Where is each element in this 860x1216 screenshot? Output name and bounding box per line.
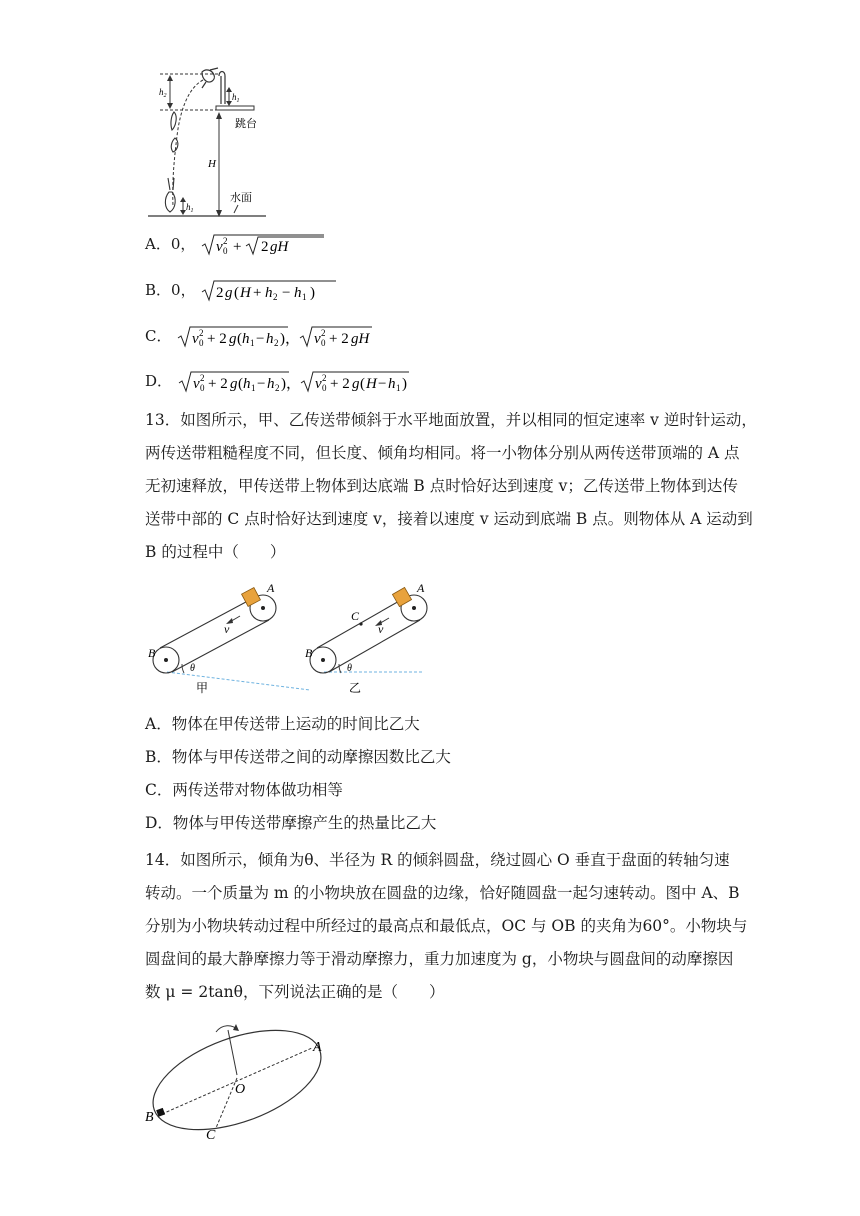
conveyor-figure — [140, 578, 450, 698]
svg-text:2: 2 — [273, 292, 278, 302]
svg-text:2: 2 — [321, 328, 326, 338]
q14-line: 转动。一个质量为 m 的小物块放在圆盘的边缘，恰好随圆盘一起匀速转动。图中 A、B — [145, 884, 740, 902]
diving-figure — [140, 66, 275, 222]
svg-text:2: 2 — [274, 338, 279, 348]
label-platform: 跳台 — [235, 117, 257, 130]
jia-label-v: v — [224, 622, 230, 636]
svg-text:v: v — [314, 331, 321, 347]
disc-label-O: O — [235, 1082, 246, 1097]
svg-text:+: + — [253, 285, 262, 301]
q13-line: 送带中部的 C 点时恰好达到速度 v，接着以速度 v 运动到底端 B 点。则物体从 A 运动到 — [145, 510, 753, 528]
svg-text:): ) — [401, 376, 407, 392]
svg-text:2: 2 — [216, 285, 224, 301]
svg-text:v: v — [192, 376, 200, 392]
svg-text:1: 1 — [395, 383, 401, 393]
svg-text:h: h — [387, 376, 396, 392]
svg-text:−: − — [256, 376, 266, 392]
svg-text:−: − — [377, 376, 387, 392]
svg-text:): ) — [310, 285, 316, 301]
svg-text:(: ( — [359, 376, 365, 392]
conveyor-jia — [148, 581, 310, 695]
svg-text:+ 2: + 2 — [207, 376, 228, 392]
jia-label-theta: θ — [190, 663, 195, 674]
svg-text:2: 2 — [223, 236, 228, 246]
svg-text:+: + — [233, 239, 242, 255]
svg-text:(: ( — [234, 285, 240, 301]
svg-text:−: − — [282, 285, 291, 301]
svg-text:+ 2: + 2 — [329, 331, 349, 347]
q14-line: 数 μ = 2tanθ，下列说法正确的是（ ） — [145, 983, 445, 1001]
q13-option-d: D．物体与甲传送带摩擦产生的热量比乙大 — [145, 814, 437, 832]
svg-text:g: g — [229, 376, 238, 392]
svg-text:+ 2: + 2 — [207, 331, 227, 347]
tilted-disc-figure — [140, 1018, 350, 1143]
svg-text:h: h — [242, 376, 251, 392]
label-h2: $h_2$ — [159, 87, 167, 99]
svg-text:−: − — [256, 331, 265, 347]
svg-text:2: 2 — [199, 373, 205, 383]
disc-label-A: A — [313, 1040, 322, 1055]
svg-text:gH: gH — [270, 239, 289, 255]
q13-option-b: B．物体与甲传送带之间的动摩擦因数比乙大 — [145, 748, 451, 766]
conveyor-yi — [305, 581, 427, 695]
svg-text:v: v — [314, 376, 322, 392]
q13-stem — [145, 404, 757, 569]
q12-option-b: B．0， 2 g ( H + h 2 − h 1 ) — [145, 279, 340, 303]
svg-text:1: 1 — [250, 383, 256, 393]
q13-option-c: C．两传送带对物体做功相等 — [145, 781, 343, 799]
svg-text:)，: )， — [280, 376, 301, 392]
q14-line: 分别为小物块转动过程中所经过的最高点和最低点，OC 与 OB 的夹角为60°。小物块与 — [145, 917, 748, 935]
q12-option-d: D． v 0 2 + 2 g ( h 1 − h 2 )， v 0 2 + 2 g ( H − h 1 ) — [145, 372, 407, 393]
q13-line: 13．如图所示，甲、乙传送带倾斜于水平地面放置，并以相同的恒定速率 v 逆时针运动， — [145, 411, 757, 429]
label-h1-bottom: $h_1$ — [186, 202, 194, 214]
svg-text:0: 0 — [321, 338, 326, 348]
svg-text:+ 2: + 2 — [329, 376, 350, 392]
disc-label-B: B — [145, 1110, 154, 1125]
svg-text:0: 0 — [223, 246, 228, 256]
svg-text:H: H — [240, 285, 252, 301]
svg-text:(: ( — [237, 331, 243, 347]
svg-text:H: H — [365, 376, 377, 392]
q13-options — [145, 708, 725, 840]
svg-text:h: h — [242, 331, 250, 347]
q12-option-c: C． v 0 2 + 2 g ( h 1 − h 2 )， v 0 2 + 2 gH — [145, 325, 406, 349]
svg-text:1: 1 — [250, 338, 255, 348]
svg-text:)，: )， — [280, 331, 301, 347]
svg-text:h: h — [294, 285, 302, 301]
q14-line: 14．如图所示，倾角为θ、半径为 R 的倾斜圆盘，绕过圆心 O 垂直于盘面的转轴匀速 — [145, 851, 730, 869]
q12-option-a: A．0， v 0 2 + 2 gH — [145, 233, 330, 257]
svg-text:(: ( — [237, 376, 243, 392]
label-H: H — [208, 158, 216, 170]
yi-label-A: A — [417, 581, 425, 595]
jia-caption: 甲 — [196, 681, 209, 695]
svg-text:0: 0 — [199, 338, 204, 348]
svg-text:2: 2 — [321, 373, 327, 383]
q13-option-a: A．物体在甲传送带上运动的时间比乙大 — [145, 715, 420, 733]
svg-text:h: h — [266, 376, 275, 392]
svg-text:2: 2 — [274, 383, 280, 393]
jia-label-A: A — [267, 581, 275, 595]
yi-label-theta: θ — [347, 663, 352, 674]
svg-text:2: 2 — [199, 328, 204, 338]
svg-text:gH: gH — [351, 331, 370, 347]
svg-text:v: v — [192, 331, 199, 347]
svg-text:g: g — [351, 376, 360, 392]
yi-label-v: v — [378, 622, 384, 636]
yi-label-B: B — [305, 646, 313, 660]
svg-text:g: g — [225, 285, 233, 301]
svg-text:0: 0 — [321, 383, 327, 393]
jia-label-B: B — [148, 646, 156, 660]
label-h1-top: $h_1$ — [232, 92, 240, 104]
svg-text:2: 2 — [261, 239, 269, 255]
svg-text:h: h — [266, 331, 274, 347]
q14-stem — [145, 844, 748, 1009]
svg-text:g: g — [229, 331, 237, 347]
yi-label-C: C — [351, 609, 360, 623]
label-water: 水面 — [230, 191, 252, 204]
q13-line: B 的过程中（ ） — [145, 543, 286, 561]
svg-text:h: h — [265, 285, 273, 301]
q13-line: 两传送带粗糙程度不同，但长度、倾角均相同。将一小物体分别从两传送带顶端的 A 点 — [145, 444, 740, 462]
svg-text:0: 0 — [199, 383, 205, 393]
svg-text:v: v — [216, 239, 223, 255]
q14-line: 圆盘间的最大静摩擦力等于滑动摩擦力，重力加速度为 g，小物块与圆盘间的动摩擦因 — [145, 950, 734, 968]
q13-line: 无初速释放，甲传送带上物体到达底端 B 点时恰好达到速度 v；乙传送带上物体到达传 — [145, 477, 738, 495]
disc-label-C: C — [206, 1128, 216, 1143]
svg-text:1: 1 — [302, 292, 307, 302]
yi-caption: 乙 — [349, 681, 362, 695]
